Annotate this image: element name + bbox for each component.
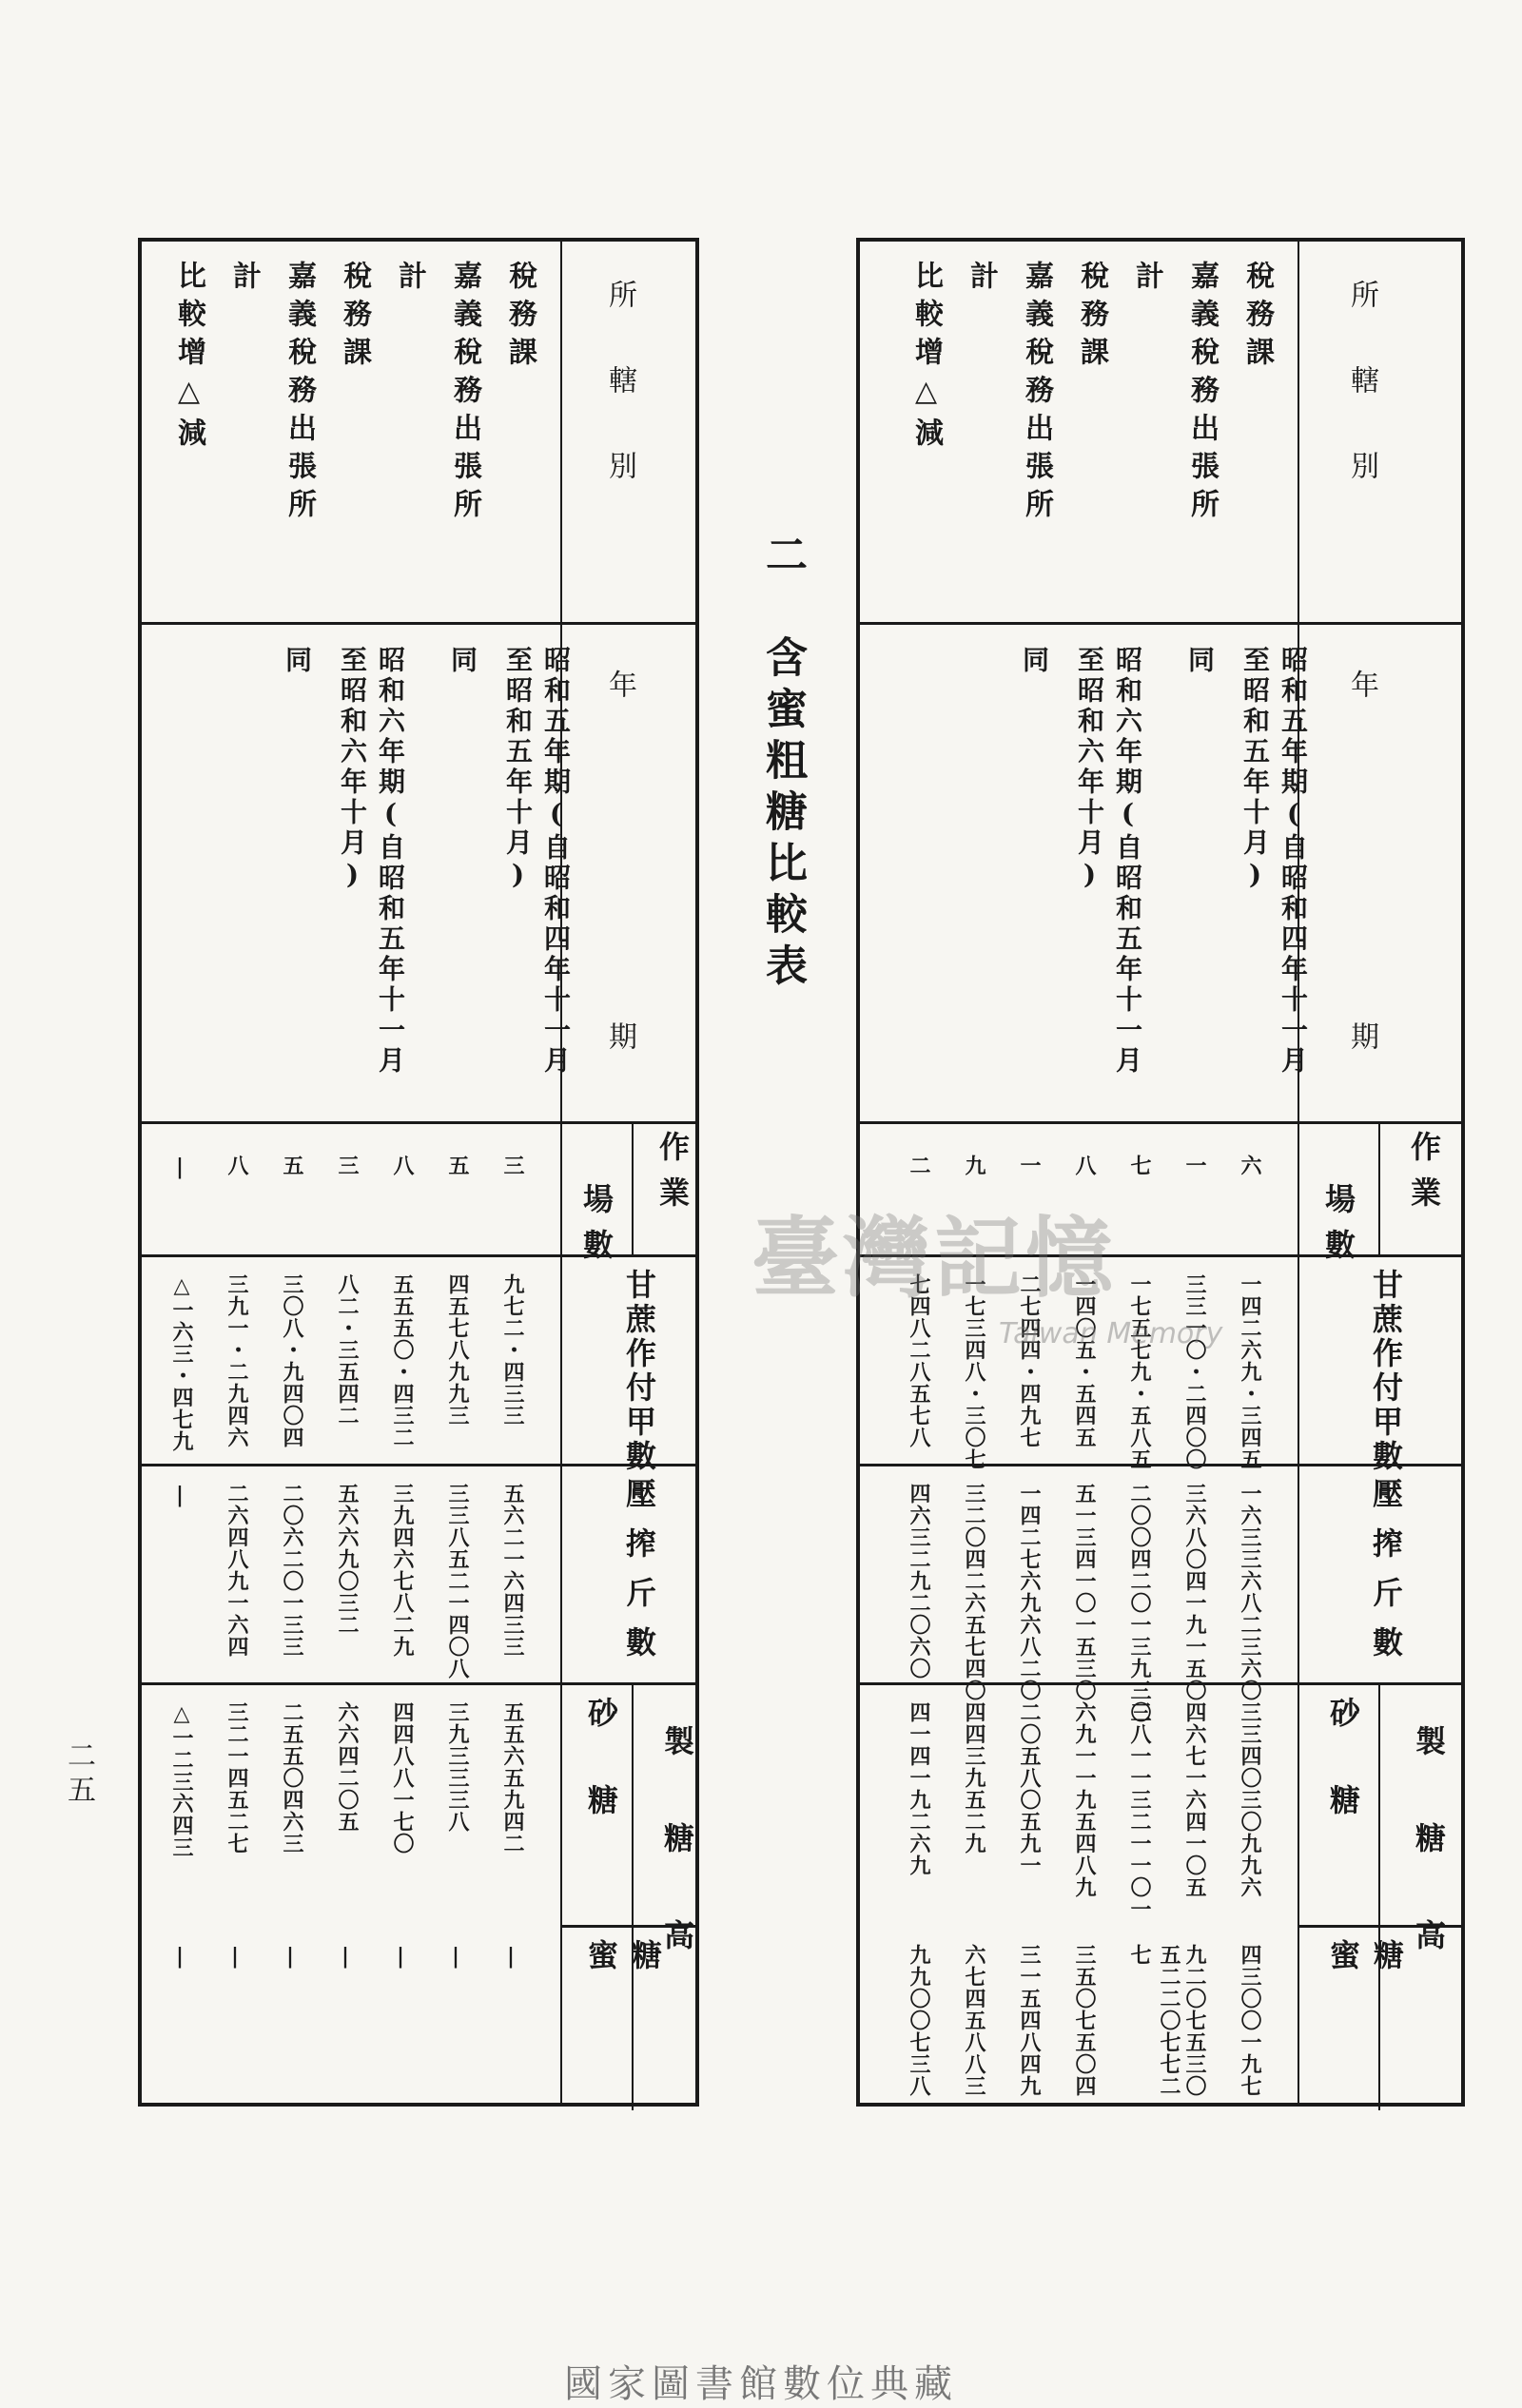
row-name: 計 [1130, 261, 1163, 299]
header-period-left: 期 [603, 1021, 636, 1107]
row-name: 嘉義稅務出張所 [1020, 261, 1053, 527]
row-name: 比較增△減 [909, 261, 943, 456]
row-name: 稅務課 [1240, 261, 1274, 375]
header-period: 期 [1345, 1021, 1378, 1107]
row-period: 同 [447, 646, 478, 676]
row-name: 稅務課 [503, 261, 537, 375]
header-crush: 壓搾斤數 [1368, 1478, 1404, 1676]
row-molasses: | [278, 1944, 302, 1970]
row-cane: 三〇八・九四〇四 [280, 1273, 304, 1448]
watermark-logo: 臺灣記憶 [751, 1207, 1118, 1310]
row-cane: 四五七八九九三 [445, 1273, 470, 1427]
row-cane: 五五五〇・四三二 [390, 1273, 415, 1448]
row-crush: 四六三二九二〇六〇 [907, 1483, 931, 1680]
header-work-a: 作業 [1406, 1131, 1442, 1222]
row-sugar: △一二三六四三 [169, 1701, 194, 1858]
header-sugar: 砂糖 [1325, 1697, 1361, 1872]
header-jurisdiction-left: 所轄別 [603, 280, 636, 536]
row-molasses: 三五〇七五〇四 [1072, 1944, 1097, 2097]
row-plants: | [167, 1155, 192, 1180]
row-name: 稅務課 [338, 261, 371, 375]
row-plants: 八 [224, 1155, 249, 1176]
row-crush: 二〇〇四二〇一三九三〇 [1127, 1483, 1152, 1723]
row-plants: 二 [907, 1155, 931, 1176]
row-plants: 六 [1238, 1155, 1262, 1176]
row-cane: △一六三・四七九 [169, 1273, 194, 1452]
row-plants: 八 [390, 1155, 415, 1176]
row-name: 稅務課 [1075, 261, 1108, 375]
row-name: 比較增△減 [172, 261, 205, 456]
row-period: 同 [1184, 646, 1216, 676]
row-crush: 二六四八九一六四 [224, 1483, 249, 1658]
header-work-b: 場數 [1320, 1183, 1356, 1274]
row-plants: 三 [500, 1155, 525, 1176]
row-cane: 二七四四・四九七 [1017, 1273, 1042, 1448]
row-name: 計 [227, 261, 261, 299]
row-crush: 一四二七六九六八二〇 [1017, 1483, 1042, 1701]
row-period: 同 [282, 646, 313, 676]
row-crush: 三六八〇四一九一五〇 [1182, 1483, 1207, 1701]
page-number: 二五 [62, 1740, 95, 1809]
row-name: 嘉義稅務出張所 [1185, 261, 1219, 527]
header-production-left: 製糖高 [659, 1725, 695, 2016]
header-molasses: 糖蜜 [1325, 1939, 1405, 2027]
header-crush-left: 壓搾斤數 [621, 1478, 657, 1676]
row-cane: 一四〇五・五四五 [1072, 1273, 1097, 1448]
row-molasses: | [388, 1944, 413, 1970]
row-crush: 五六六九〇三二 [335, 1483, 360, 1636]
row-name: 嘉義稅務出張所 [283, 261, 316, 527]
row-cane: 一七三四八・三〇七 [962, 1273, 986, 1470]
row-cane: 三九一・二九四六 [224, 1273, 249, 1448]
header-sugar-left: 砂糖 [583, 1697, 619, 1872]
row-period: 昭和五年期(自昭和四年十一月至昭和五年十月) [1239, 646, 1309, 1077]
row-name: 嘉義稅務出張所 [448, 261, 481, 527]
row-molasses: | [498, 1944, 523, 1970]
row-sugar: 二五五〇四六三 [280, 1701, 304, 1855]
page-title: 二 含蜜粗糖比較表 [758, 533, 807, 995]
row-cane: 一四二六九・三四五 [1238, 1273, 1262, 1470]
watermark-subtitle: Taiwan Memory [999, 1317, 1223, 1350]
row-period: 昭和六年期(自昭和五年十一月至昭和六年十月) [1074, 646, 1143, 1077]
row-crush: 五六二一六四三三 [500, 1483, 525, 1658]
row-sugar: 四四三九五二九 [962, 1701, 986, 1855]
row-plants: 五 [280, 1155, 304, 1176]
row-molasses: 六七四五八八三 [962, 1944, 986, 2097]
row-plants: 八 [1072, 1155, 1097, 1176]
row-period: 同 [1019, 646, 1050, 676]
row-crush: 三九四六七八二九 [390, 1483, 415, 1658]
table-left [138, 238, 699, 2107]
row-molasses: | [333, 1944, 358, 1970]
row-sugar: 四六七一六四一〇五 [1182, 1701, 1207, 1898]
row-period: 昭和五年期(自昭和四年十一月至昭和五年十月) [502, 646, 572, 1077]
row-plants: 七 [1127, 1155, 1152, 1176]
row-cane: 七四八二八五七八 [907, 1273, 931, 1448]
row-crush: 二〇六二〇一三三 [280, 1483, 304, 1658]
row-crush: 三三八五二一四〇八 [445, 1483, 470, 1680]
header-cane-left: 甘蔗作付甲數 [621, 1269, 657, 1474]
row-plants: 一 [1017, 1155, 1042, 1176]
row-plants: 五 [445, 1155, 470, 1176]
row-cane: 八二・三五四二 [335, 1273, 360, 1427]
row-sugar: 三八一一三二一一〇一 [1127, 1701, 1152, 1920]
row-sugar: 四四八八一七〇 [390, 1701, 415, 1855]
row-crush: 五一三四一〇一五三〇 [1072, 1483, 1097, 1701]
header-year-left: 年 [603, 670, 636, 755]
row-sugar: 三二一四五二七 [224, 1701, 249, 1855]
header-cane: 甘蔗作付甲數 [1368, 1269, 1404, 1474]
row-plants: 三 [335, 1155, 360, 1176]
row-sugar: 五五六五九四二 [500, 1701, 525, 1855]
row-molasses: 五二二〇七七二七 [1127, 1944, 1181, 2097]
row-molasses: 九二〇七五三〇 [1182, 1944, 1207, 2097]
row-name: 計 [965, 261, 998, 299]
row-cane: 九七二・四三三 [500, 1273, 525, 1427]
header-work-b-left: 場數 [578, 1183, 615, 1274]
header-production: 製糖高 [1411, 1725, 1447, 2016]
row-sugar: 三三四〇三〇九九六 [1238, 1701, 1262, 1898]
row-sugar: 四一四一九二六九 [907, 1701, 931, 1876]
row-molasses: | [167, 1944, 192, 1970]
row-plants: 九 [962, 1155, 986, 1176]
header-work-a-left: 作業 [654, 1131, 691, 1222]
row-sugar: 六九一一九五四八九 [1072, 1701, 1097, 1898]
header-molasses-left: 糖蜜 [583, 1939, 663, 2027]
row-plants: 一 [1182, 1155, 1207, 1176]
row-cane: 一七五七九・五八五 [1127, 1273, 1152, 1470]
footer-text: 國家圖書館數位典藏 [564, 2362, 958, 2406]
row-crush: | [167, 1483, 192, 1508]
row-sugar: 二〇五八〇五九一 [1017, 1701, 1042, 1876]
row-sugar: 三九三三三八 [445, 1701, 470, 1833]
row-molasses: | [443, 1944, 468, 1970]
row-period: 昭和六年期(自昭和五年十一月至昭和六年十月) [337, 646, 406, 1077]
row-molasses: | [223, 1944, 247, 1970]
row-sugar: 六六四二〇五 [335, 1701, 360, 1833]
header-jurisdiction: 所轄別 [1345, 280, 1378, 536]
row-cane: 三三一〇・二四〇〇 [1182, 1273, 1207, 1470]
row-crush: 三二〇四二六五七四〇 [962, 1483, 986, 1701]
row-name: 計 [393, 261, 426, 299]
row-molasses: 三一五四八四九 [1017, 1944, 1042, 2097]
row-molasses: 四三〇〇一九七 [1238, 1944, 1262, 2097]
table-right [856, 238, 1465, 2107]
row-crush: 一六三三六八二三六〇 [1238, 1483, 1262, 1701]
row-molasses: 九九〇〇七三八 [907, 1944, 931, 2097]
header-year: 年 [1345, 670, 1378, 755]
